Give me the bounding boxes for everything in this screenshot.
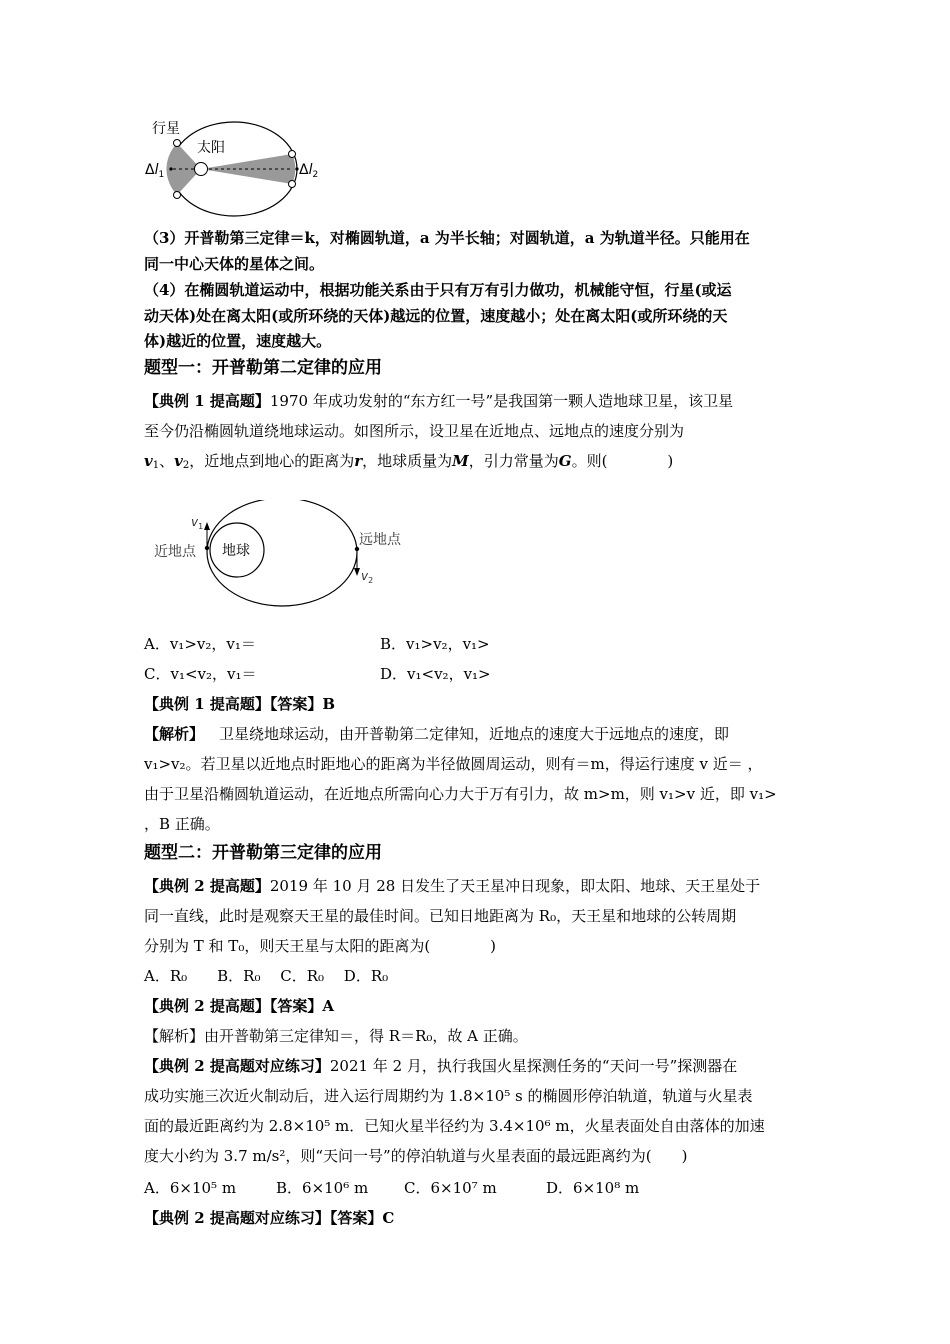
analysis-1-line-3: 由于卫星沿椭圆轨道运动，在近地点所需向心力大于万有引力，故 m>m，则 v₁>v 近，即 v₁> — [144, 785, 777, 803]
option-a-1: A．v₁>v₂，v₁＝ — [144, 635, 256, 653]
example-2-line-1: 【典例 2 提高题】2019 年 10 月 28 日发生了天王星冲日现象，即太阳、地球、天王星处于 — [144, 877, 761, 895]
exercise-line-4: 度大小约为 3.7 m/s²，则“天问一号”的停泊轨道与火星表面的最远距离约为( ) — [144, 1147, 688, 1165]
example-2-options: A．R₀ B．R₀ C．R₀ D．R₀ — [144, 967, 389, 985]
exercise-option-a: A．6×10⁵ m — [144, 1179, 237, 1197]
option-c-1: C．v₁<v₂，v₁＝ — [144, 665, 257, 683]
answer-2: 【典例 2 提高题】【答案】A — [144, 997, 335, 1015]
example-1-line-2: 至今仍沿椭圆轨道绕地球运动。如图所示，设卫星在近地点、远地点的速度分别为 — [144, 422, 685, 440]
para-4-line-2: 动天体)处在离太阳(或所环绕的天体)越远的位置，速度越小；处在离太阳(或所环绕的天 — [144, 307, 728, 325]
svg-text:v1: $v_1$ — [191, 515, 204, 531]
exercise-line-3: 面的最近距离约为 2.8×10⁵ m．已知火星半径约为 3.4×10⁶ m，火星表面处自由落体的加速 — [144, 1117, 765, 1135]
answer-1: 【典例 1 提高题】【答案】B — [144, 695, 336, 713]
perigee-label: 近地点 — [154, 544, 196, 560]
para-4-line-1: （4）在椭圆轨道运动中，根据功能关系由于只有万有引力做功，机械能守恒，行星(或运 — [144, 281, 732, 299]
section-heading-1: 题型一：开普勒第二定律的应用 — [144, 358, 382, 378]
para-3-line-1: （3）开普勒第三定律＝k，对椭圆轨道，a 为半长轴；对圆轨道，a 为轨道半径。只能用在 — [144, 229, 750, 247]
kepler-second-law-figure — [140, 114, 330, 220]
exercise-option-c: C．6×10⁷ m — [404, 1179, 497, 1197]
example-2-line-3: 分别为 T 和 T₀，则天王星与太阳的距离为( ) — [144, 937, 497, 955]
para-3-line-2: 同一中心天体的星体之间。 — [144, 255, 325, 273]
section-heading-2: 题型二：开普勒第三定律的应用 — [144, 843, 382, 863]
svg-text:v2: $v_2$ — [361, 569, 374, 585]
sun-label: 太阳 — [197, 140, 225, 156]
exercise-line-1: 【典例 2 提高题对应练习】2021 年 2 月，执行我国火星探测任务的“天问一号”探测器在 — [144, 1057, 738, 1075]
para-4-line-3: 体)越近的位置，速度越大。 — [144, 332, 332, 350]
apogee-label: 远地点 — [359, 532, 401, 548]
exercise-answer: 【典例 2 提高题对应练习】【答案】C — [144, 1209, 395, 1227]
exercise-option-d: D．6×10⁸ m — [546, 1179, 640, 1197]
analysis-1-line-2: v₁>v₂。若卫星以近地点时距地心的距离为半径做圆周运动，则有＝m，得运行速度 v 近＝ ， — [144, 755, 763, 773]
option-b-1: B．v₁>v₂，v₁> — [380, 635, 490, 653]
svg-text:Δl1: $\Delta l_1$ — [145, 162, 165, 180]
analysis-1-line-1: 【解析】 卫星绕地球运动，由开普勒第二定律知，近地点的速度大于远地点的速度，即 — [144, 725, 730, 743]
example-1-line-3: $v_1$、$v_2$，近地点到地心的距离为r，地球质量为M，引力常量为G。则( ) — [144, 452, 674, 471]
svg-text:Δl2: $\Delta l_2$ — [299, 162, 319, 180]
exercise-line-2: 成功实施三次近火制动后，进入运行周期约为 1.8×10⁵ s 的椭圆形停泊轨道，轨道与火星表 — [144, 1087, 753, 1105]
earth-label: 地球 — [222, 543, 250, 559]
satellite-orbit-figure — [150, 500, 420, 612]
example-1-line-1: 【典例 1 提高题】1970 年成功发射的“东方红一号”是我国第一颗人造地球卫星，该卫星 — [144, 392, 734, 410]
example-2-line-2: 同一直线，此时是观察天王星的最佳时间。已知日地距离为 R₀，天王星和地球的公转周期 — [144, 907, 737, 925]
analysis-2: 【解析】由开普勒第三定律知＝，得 R＝R₀，故 A 正确。 — [144, 1027, 528, 1045]
planet-label: 行星 — [152, 121, 180, 137]
analysis-1-line-4: ，B 正确。 — [144, 815, 220, 833]
exercise-option-b: B．6×10⁶ m — [276, 1179, 369, 1197]
option-d-1: D．v₁<v₂，v₁> — [380, 665, 491, 683]
